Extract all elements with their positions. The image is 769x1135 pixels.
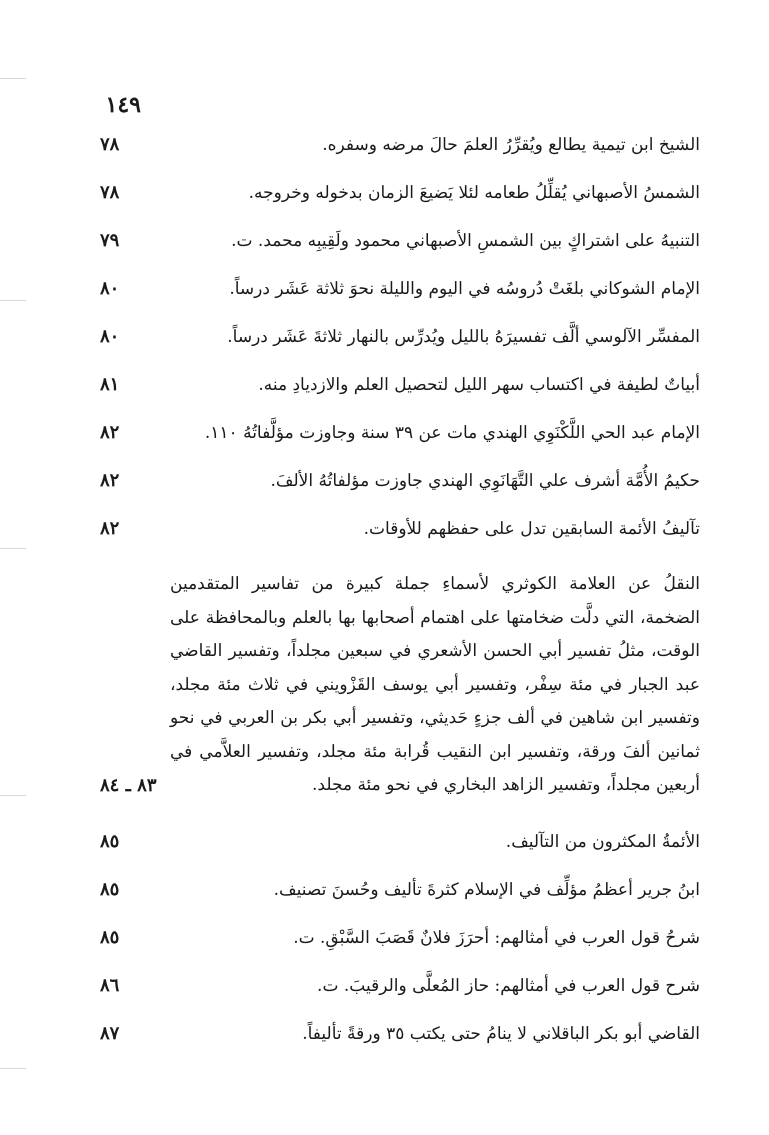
entry-text: المفسِّر الآلوسي ألَّف تفسيرَهُ بالليل ويُدرِّس بالنهار ثلاثةَ عَشَر درساً. [227,327,700,347]
entry-text: ابنُ جرير أعظمُ مؤلِّف في الإسلام كثرةَ تأليف وحُسنَ تصنيف. [273,879,700,900]
index-entry [100,825,700,859]
index-entry [100,1017,700,1051]
index-entry [100,568,700,803]
entry-page-number: ٨٣ ـ ٨٤ [100,774,157,796]
entry-page-number: ٧٨ [100,134,120,155]
index-entry [100,464,700,498]
entry-page-number: ٨٠ [100,278,120,299]
entry-text: النقلُ عن العلامة الكوثري لأسماءِ جملة كبيرة من تفاسير المتقدمين الضخمة، التي دلَّت ضخامتها على اهتمام أصحابها بها بالعلم وبالمحافظة على الوقت، مثلُ تفسير أبي الحسن الأشعري في سبعين مجلداً، وتفسير القاضي عبد الجبار في مئة سِفْر، وتفسير أبي يوسف القَزْويني في ثلاث مئة مجلد، وتفسير ابن شاهين في ألف جزءٍ حَديثي، وتفسير أبي بكر بن العربي في نحو ثمانين ألفَ ورقة، وتفسير ابن النقيب قُرابة مئة مجلد، وتفسير العلاَّمي في أربعين مجلداً، وتفسير الزاهد البخاري في نحو مئة مجلد. [170,574,700,795]
entry-page-number: ٨٥ [100,926,120,948]
entry-page-number: ٨٧ [100,1022,120,1044]
index-entry [100,512,700,546]
entry-page-number: ٨٥ [100,830,120,852]
edge-mark [0,548,26,549]
entry-page-number: ٨٢ [100,518,120,539]
entry-page-number: ٧٩ [100,230,120,251]
index-entry [100,416,700,450]
entry-text: تآليفُ الأئمة السابقين تدل على حفظهم للأوقات. [363,519,700,539]
page-number: ١٤٩ [105,92,141,118]
index-entry [100,320,700,354]
entry-page-number: ٨٢ [100,470,120,491]
entry-text: الشيخ ابن تيمية يطالع ويُقرِّرُ العلمَ حالَ مرضه وسفره. [322,135,700,155]
edge-mark [0,78,26,79]
index-entry [100,272,700,306]
index-entry [100,176,700,210]
entry-text: شرحُ قول العرب في أمثالهم: أحرَزَ فلانٌ قَصَبَ السَّبْقِ. ت. [293,927,700,948]
entry-text: أبياتٌ لطيفة في اكتساب سهر الليل لتحصيل العلم والازديادِ منه. [258,375,700,395]
index-entry [100,368,700,402]
edge-mark [0,1068,26,1069]
entry-text: الشمسُ الأصبهاني يُقلِّلُ طعامه لئلا يَضيعَ الزمان بدخوله وخروجه. [248,183,700,203]
entry-page-number: ٨٠ [100,326,120,347]
entry-page-number: ٧٨ [100,182,120,203]
entry-page-number: ٨٦ [100,974,120,996]
entry-page-number: ٨٢ [100,422,120,443]
index-entry [100,128,700,162]
index-entry [100,224,700,258]
entry-text: القاضي أبو بكر الباقلاني لا ينامُ حتى يكتب ٣٥ ورقةً تأليفاً. [302,1023,700,1044]
entry-page-number: ٨٥ [100,878,120,900]
entry-text: الإمام الشوكاني بلغَتْ دُروسُه في اليوم والليلة نحوَ ثلاثة عَشَر درساً. [229,279,700,299]
index-entries [100,128,700,1065]
entry-text: شرح قول العرب في أمثالهم: حاز المُعلَّى والرقيبَ. ت. [317,975,700,996]
edge-mark [0,300,26,301]
entry-text: الأئمةُ المكثرون من التآليف. [505,831,700,852]
index-entry [100,921,700,955]
entry-page-number: ٨١ [100,374,120,395]
entry-text: حكيمُ الأُمَّة أشرف علي التَّهَانَوِي الهندي جاوزت مؤلفاتُهُ الألفَ. [270,471,700,491]
entry-text: الإمام عبد الحي اللَّكْنَوِي الهندي مات عن ٣٩ سنة وجاوزت مؤلَّفاتُهُ ١١٠. [204,423,700,443]
edge-mark [0,795,26,796]
index-entry [100,873,700,907]
entry-text: التنبيهُ على اشتراكٍ بين الشمسِ الأصبهاني محمود ولَقِيبِه محمد. ت. [231,231,700,251]
index-entry [100,969,700,1003]
